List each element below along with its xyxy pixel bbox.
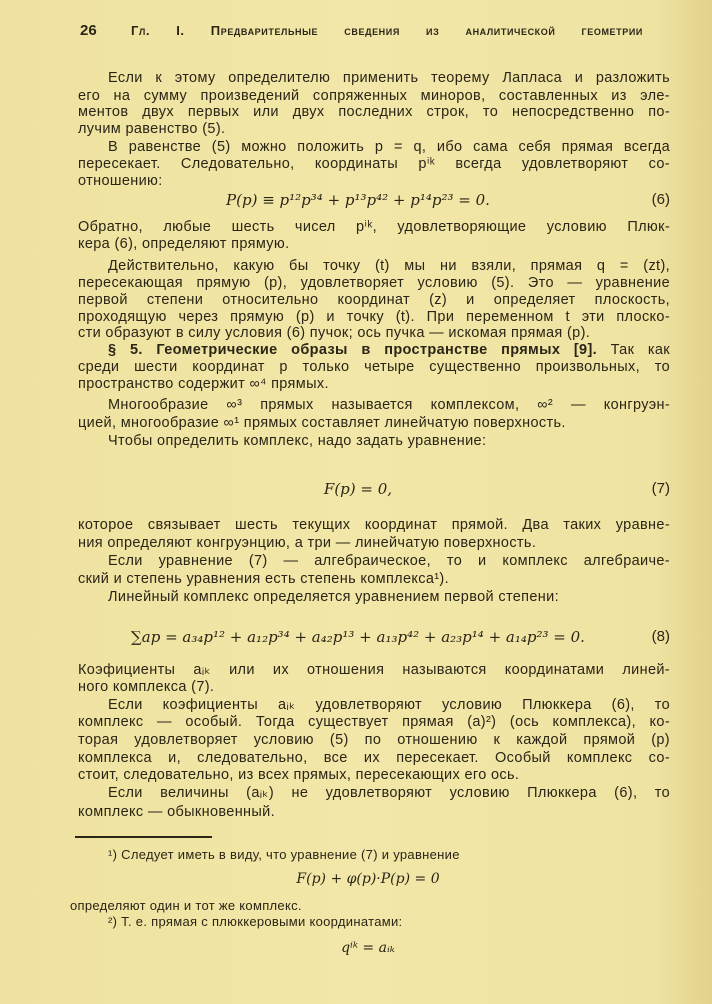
text-line: комплекса и, следовательно, все их пересекает. Особый комплекс со- — [78, 750, 670, 766]
text-line: среди шести координат p только четыре существенно произвольных, то — [78, 359, 670, 375]
footnote-2-formula: qⁱᵏ = aᵢₖ — [341, 940, 395, 956]
text-line: пространство содержит ∞⁴ прямых. — [78, 376, 329, 392]
section-heading: § 5. Геометрические образы в пространстве прямых [9]. — [108, 342, 598, 358]
text-line: которое связывает шесть текущих координат прямой. Два таких уравне- — [78, 517, 670, 533]
text-line: пересекающая прямую (p), удовлетворяет условию (5). Это — уравнение — [78, 275, 670, 291]
text-line: первой степени относительно координат (z) и определяет плоскость, — [78, 292, 670, 308]
text-line: пересекает. Следовательно, координаты pⁱᵏ всегда удовлетворяют со- — [78, 156, 670, 172]
text-line: отношению: — [78, 173, 163, 189]
text-line: ский и степень уравнения есть степень комплекса¹). — [78, 571, 449, 587]
text-line: цией, многообразие ∞¹ прямых составляет линейчатую поверхность. — [78, 415, 566, 431]
text-line: ния определяют конгруэнцию, а три — линейчатую поверхность. — [78, 535, 537, 551]
equation-formula: ∑ap = a₃₄p¹² + a₁₂p³⁴ + a₄₂p¹³ + a₁₃p⁴² + a₂₃p¹⁴ + a₁₄p²³ = 0. — [131, 628, 585, 646]
footnote-divider — [75, 836, 212, 838]
text-line: ментов двух первых или двух последних строк, то непосредственно по- — [78, 104, 670, 120]
text-line: ного комплекса (7). — [78, 679, 215, 695]
text-line: торая удовлетворяет условию (5) по отношению к каждой прямой (p) — [78, 732, 670, 748]
text-line: Если коэфициенты aᵢₖ удовлетворяют условию Плюккера (6), то — [108, 697, 670, 713]
footnote-2: ²) Т. е. прямая с плюккеровыми координатами: — [108, 914, 403, 929]
text-line: комплекс — обыкновенный. — [78, 804, 276, 820]
text-line: Чтобы определить комплекс, надо задать уравнение: — [108, 433, 487, 449]
equation-formula: P(p) ≡ p¹²p³⁴ + p¹³p⁴² + p¹⁴p²³ = 0. — [226, 191, 490, 209]
text-line: Если к этому определителю применить теорему Лапласа и разложить — [108, 70, 670, 86]
text-line: Если уравнение (7) — алгебраическое, то и комплекс алгебраиче- — [108, 553, 670, 569]
text-line: его на сумму произведений сопряженных миноров, составленных из эле- — [78, 88, 670, 104]
text-line: Действительно, какую бы точку (t) мы ни взяли, прямая q = (zt), — [108, 258, 670, 274]
text-line: сти образуют в силу условия (6) пучок; ось пучка — искомая прямая (p). — [78, 325, 591, 341]
text-line: Многообразие ∞³ прямых называется комплексом, ∞² — конгруэн- — [108, 397, 670, 413]
text-line: Коэфициенты aᵢₖ или их отношения называются координатами линей- — [78, 662, 670, 678]
text-line: стоит, следовательно, из всех прямых, пересекающих его ось. — [78, 767, 520, 783]
page-number: 26 — [80, 22, 97, 39]
equation-number: (6) — [651, 191, 670, 208]
text-line: кера (6), определяют прямую. — [78, 236, 290, 252]
text-line: Если величины (aᵢₖ) не удовлетворяют условию Плюккера (6), то — [108, 785, 670, 801]
running-title: Гл. I. Предварительные сведения из аналитической геометрии — [131, 23, 643, 38]
text-line-rest: Так как — [597, 342, 670, 358]
footnote-1-formula: F(p) + φ(p)·P(p) = 0 — [296, 871, 440, 887]
text-line: Линейный комплекс определяется уравнением первой степени: — [108, 589, 559, 605]
equation-formula: F(p) = 0, — [323, 480, 393, 498]
text-line: Обратно, любые шесть чисел pⁱᵏ, удовлетворяющие условию Плюк- — [78, 219, 670, 235]
text-line: проходящую через прямую (p) и точку (t). При переменном t эти плоско- — [78, 309, 670, 325]
footnote-1-continuation: определяют один и тот же комплекс. — [70, 898, 302, 913]
text-line: лучим равенство (5). — [78, 121, 226, 137]
equation-number: (8) — [651, 628, 670, 645]
footnote-1: ¹) Следует иметь в виду, что уравнение (7) и уравнение — [108, 847, 460, 862]
text-line: В равенстве (5) можно положить p = q, ибо сама себя прямая всегда — [108, 139, 670, 155]
equation-number: (7) — [651, 480, 670, 497]
text-line: комплекс — особый. Тогда существует прямая (a)²) (ось комплекса), ко- — [78, 714, 670, 730]
